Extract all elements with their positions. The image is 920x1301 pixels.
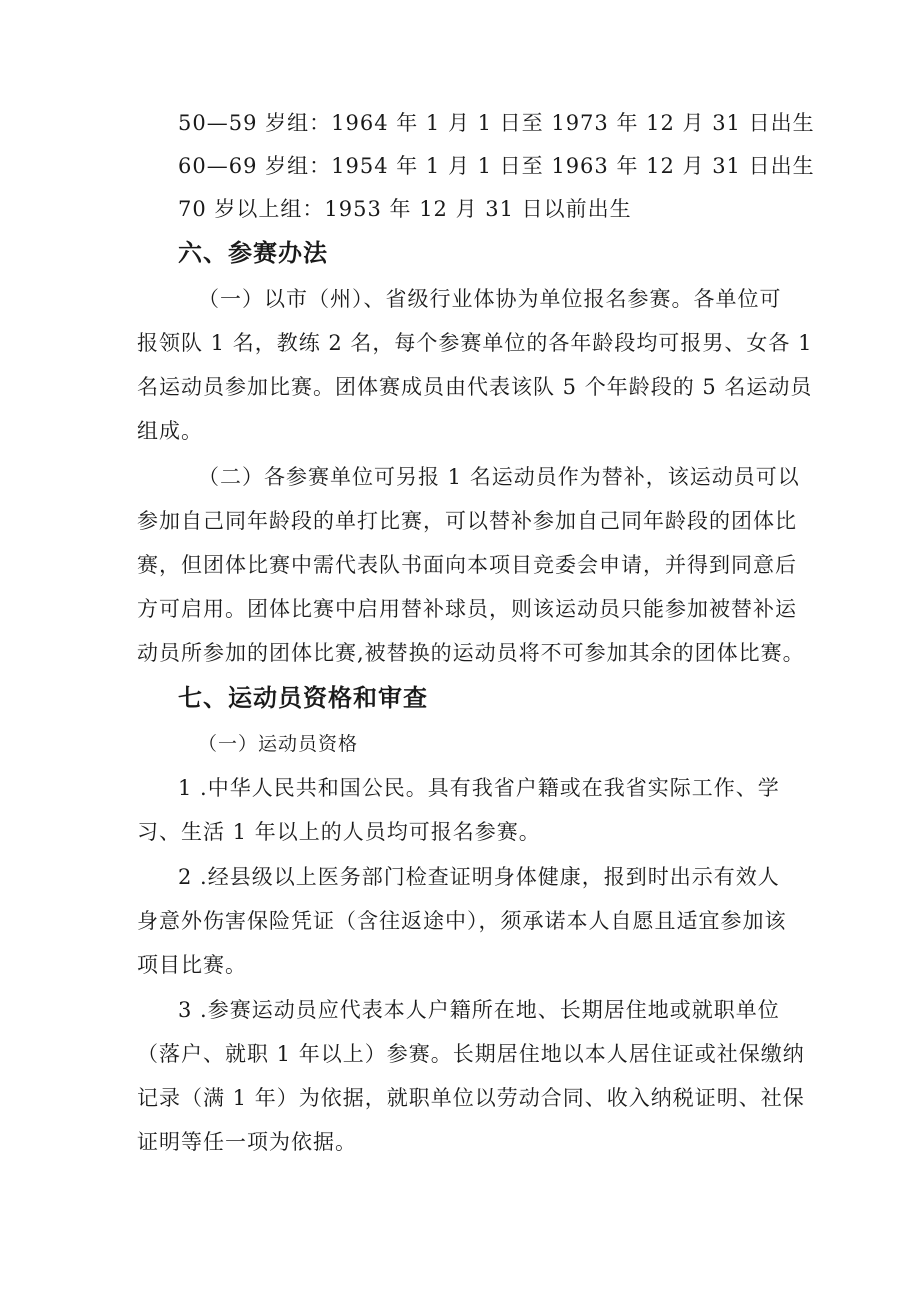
age-group-line: 50—59 岁组：1964 年 1 月 1 日至 1973 年 12 月 31 日出生 bbox=[178, 111, 815, 135]
paragraph-line: 2 .经县级以上医务部门检查证明身体健康，报到时出示有效人 bbox=[178, 865, 780, 889]
paragraph-line: 组成。 bbox=[137, 419, 203, 443]
paragraph-line: 习、生活 1 年以上的人员均可报名参赛。 bbox=[137, 820, 541, 844]
paragraph-line: （二）各参赛单位可另报 1 名运动员作为替补，该运动员可以 bbox=[198, 465, 800, 489]
paragraph-line: 赛，但团体比赛中需代表队书面向本项目竞委会申请，并得到同意后 bbox=[137, 553, 797, 577]
paragraph-line: 记录（满 1 年）为依据，就职单位以劳动合同、收入纳税证明、社保 bbox=[137, 1086, 805, 1110]
paragraph-line: 动员所参加的团体比赛,被替换的运动员将不可参加其余的团体比赛。 bbox=[137, 641, 805, 665]
section-heading: 七、运动员资格和审查 bbox=[178, 684, 428, 712]
paragraph-line: （落户、就职 1 年以上）参赛。长期居住地以本人居住证或社保缴纳 bbox=[137, 1042, 805, 1066]
paragraph-line: 报领队 1 名，教练 2 名，每个参赛单位的各年龄段均可报男、女各 1 bbox=[137, 331, 813, 355]
paragraph-line: 1 .中华人民共和国公民。具有我省户籍或在我省实际工作、学 bbox=[178, 776, 780, 800]
paragraph-line: 证明等任一项为依据。 bbox=[137, 1130, 357, 1154]
subsection-heading: （一）运动员资格 bbox=[198, 733, 359, 755]
paragraph-line: 方可启用。团体比赛中启用替补球员，则该运动员只能参加被替补运 bbox=[137, 597, 797, 621]
age-group-line: 60—69 岁组：1954 年 1 月 1 日至 1963 年 12 月 31 日出生 bbox=[178, 154, 815, 178]
paragraph-line: 3 .参赛运动员应代表本人户籍所在地、长期居住地或就职单位 bbox=[178, 998, 780, 1022]
paragraph-line: 名运动员参加比赛。团体赛成员由代表该队 5 个年龄段的 5 名运动员 bbox=[137, 375, 813, 399]
paragraph-line: 参加自己同年龄段的单打比赛，可以替补参加自己同年龄段的团体比 bbox=[137, 509, 797, 533]
section-heading: 六、参赛办法 bbox=[178, 239, 328, 267]
paragraph-line: 项目比赛。 bbox=[137, 953, 247, 977]
paragraph-line: 身意外伤害保险凭证（含往返途中），须承诺本人自愿且适宜参加该 bbox=[137, 909, 787, 933]
age-group-line: 70 岁以上组：1953 年 12 月 31 日以前出生 bbox=[178, 197, 632, 221]
paragraph-line: （一）以市（州）、省级行业体协为单位报名参赛。各单位可 bbox=[198, 287, 782, 311]
